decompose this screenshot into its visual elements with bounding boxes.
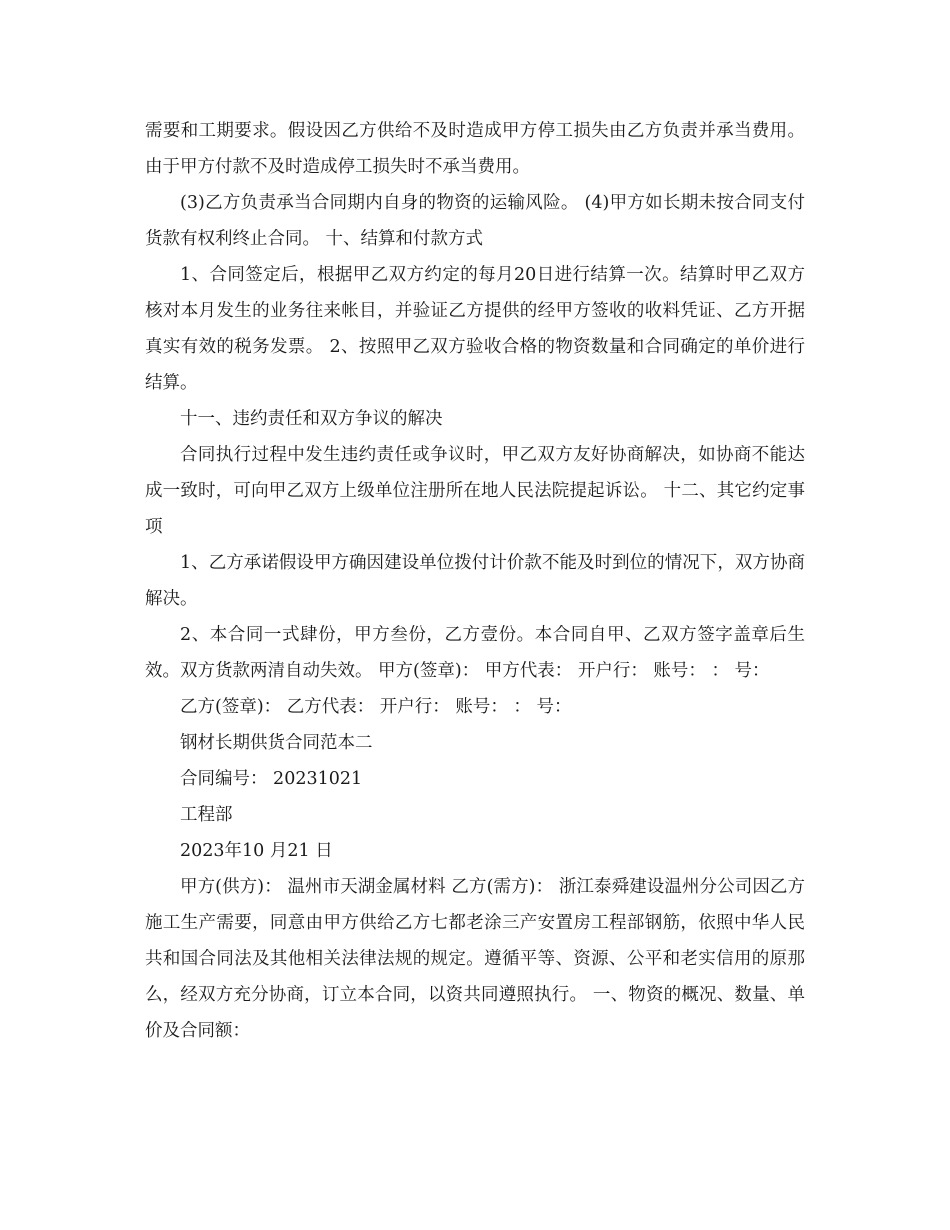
- paragraph-settlement: 1、合同签定后，根据甲乙双方约定的每月20日进行结算一次。结算时甲乙双方核对本月发生的业务往来帐目，并验证乙方提供的经甲方签收的收料凭证、乙方开据真实有效的税务发票。 2、按照甲乙双方验收合格的物资数量和合同确定的单价进行结算。: [145, 265, 805, 393]
- paragraph-dispute: 合同执行过程中发生违约责任或争议时，甲乙双方友好协商解决，如协商不能达成一致时，可向甲乙双方上级单位注册所在地人民法院提起诉讼。 十二、其它约定事项: [145, 445, 805, 537]
- paragraph-supply-delay: 需要和工期要求。假设因乙方供给不及时造成甲方停工损失由乙方负责并承当费用。由于甲方付款不及时造成停工损失时不承当费用。: [145, 121, 805, 177]
- contract-number: 合同编号： 20231021: [180, 769, 363, 789]
- paragraph-parties: 甲方(供方)： 温州市天湖金属材料 乙方(需方)： 浙江泰舜建设温州分公司因乙方施工生产需要，同意由甲方供给乙方七都老涂三产安置房工程部钢筋，依照中华人民共和国合同法及其他相关法律法规的规定。遵循平等、资源、公平和老实信用的原那么，经双方充分协商，订立本合同，以资共同遵照执行。 一、物资的概况、数量、单价及合同额：: [145, 877, 805, 1041]
- department: 工程部: [180, 805, 233, 825]
- paragraph-copies-party-a: 2、本合同一式肆份，甲方叁份，乙方壹份。本合同自甲、乙双方签字盖章后生效。双方货款两清自动失效。 甲方(签章)： 甲方代表： 开户行： 账号： ： 号：: [145, 625, 805, 681]
- document-title-2: 钢材长期供货合同范本二: [180, 733, 373, 753]
- section-heading-breach: 十一、违约责任和双方争议的解决: [180, 409, 443, 429]
- paragraph-payment-delay: 1、乙方承诺假设甲方确因建设单位拨付计价款不能及时到位的情况下，双方协商解决。: [145, 553, 805, 609]
- contract-document: [145, 113, 805, 1049]
- contract-date: 2023年10 月21 日: [180, 841, 333, 861]
- paragraph-transport-risk: (3)乙方负责承当合同期内自身的物资的运输风险。 (4)甲方如长期未按合同支付货款有权利终止合同。 十、结算和付款方式: [145, 193, 805, 249]
- signature-party-b: 乙方(签章)： 乙方代表： 开户行： 账号： ： 号：: [180, 697, 572, 717]
